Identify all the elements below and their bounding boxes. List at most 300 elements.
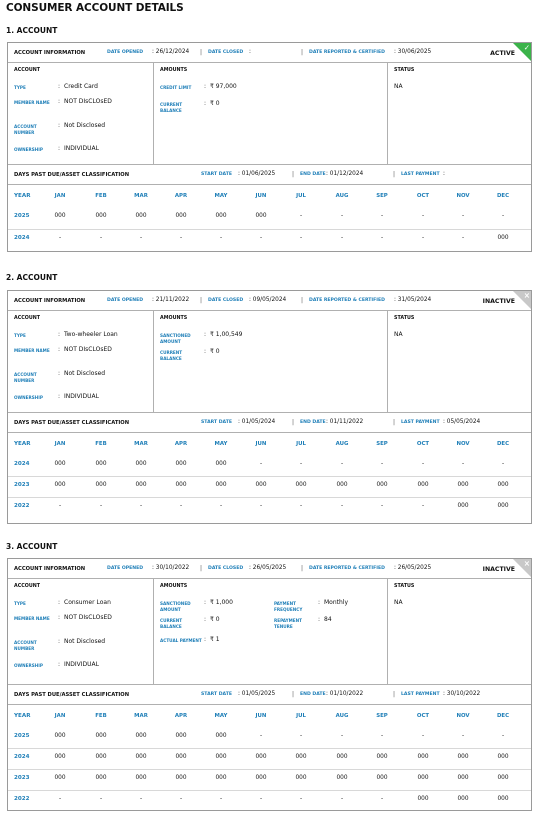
colon: : — [58, 346, 61, 353]
dpd-cell: - — [259, 461, 263, 467]
start-date-value: : 01/06/2025 — [238, 171, 276, 177]
dpd-cell: 000 — [497, 235, 509, 241]
month-header: JUN — [255, 193, 267, 199]
account-information-label: ACCOUNT INFORMATION — [14, 566, 86, 572]
amounts-section-heading: AMOUNTS — [160, 584, 188, 589]
month-header: MAY — [214, 193, 228, 199]
colon: : — [58, 331, 61, 338]
status-value: NA — [394, 331, 403, 338]
status-column — [388, 579, 531, 684]
month-header: JUL — [296, 441, 306, 447]
dpd-header-row — [8, 413, 531, 433]
dpd-cell: 000 — [417, 775, 429, 781]
account-information-label: ACCOUNT INFORMATION — [14, 50, 86, 56]
dpd-cell: 000 — [54, 733, 66, 739]
dpd-cell: - — [501, 213, 505, 219]
dpd-cell: 000 — [295, 775, 307, 781]
month-header: MAR — [134, 713, 148, 719]
dpd-cell: 000 — [215, 213, 227, 219]
ownership-label: OWNERSHIP — [14, 147, 43, 152]
dpd-cell: 000 — [215, 482, 227, 488]
dpd-header-row — [8, 165, 531, 185]
amounts-column — [154, 63, 388, 164]
month-header: AUG — [335, 193, 349, 199]
end-date-label: END DATE — [300, 420, 326, 425]
end-date-value: : 01/11/2022 — [326, 419, 364, 425]
colon: : — [58, 370, 61, 377]
dpd-cell: 000 — [376, 775, 388, 781]
dpd-cell: 000 — [54, 482, 66, 488]
colon: : — [58, 614, 61, 621]
account-number-value: Not Disclosed — [64, 122, 106, 129]
dpd-cell: 000 — [135, 461, 147, 467]
dpd-cell: - — [58, 235, 62, 241]
month-header: MAR — [134, 193, 148, 199]
member-name-value: NOT DIsCLOsED — [64, 98, 112, 105]
repayment-tenure-label: REPAYMENT TENURE — [274, 618, 303, 629]
dpd-cell: 000 — [417, 754, 429, 760]
colon: : — [204, 83, 207, 90]
date-opened-value: : 21/11/2022 — [152, 297, 190, 303]
dpd-cell: - — [179, 235, 183, 241]
account-section-heading: ACCOUNT — [14, 584, 41, 589]
month-header: DEC — [496, 441, 510, 447]
dpd-cell: 000 — [175, 754, 187, 760]
sanctioned-amount-value: ₹ 1,000 — [210, 599, 233, 606]
month-header: DEC — [496, 193, 510, 199]
current-balance-value: ₹ 0 — [210, 100, 220, 107]
start-date-value: : 01/05/2024 — [238, 419, 276, 425]
colon: : — [204, 100, 207, 107]
last-payment-label: LAST PAYMENT — [401, 420, 440, 425]
row-divider — [8, 769, 531, 770]
month-header: JUL — [296, 193, 306, 199]
type-label: TYPE — [14, 601, 26, 606]
dpd-cell: - — [421, 213, 425, 219]
colon: : — [58, 393, 61, 400]
month-header: SEP — [376, 193, 388, 199]
dpd-cell: 000 — [255, 754, 267, 760]
dpd-cell: 000 — [175, 213, 187, 219]
dpd-cell: - — [501, 733, 505, 739]
month-header: JAN — [54, 193, 66, 199]
sanctioned-amount-value: ₹ 1,00,549 — [210, 331, 243, 338]
dpd-cell: - — [139, 503, 143, 509]
ownership-value: INDIVIDUAL — [64, 393, 99, 400]
month-header: NOV — [456, 713, 470, 719]
separator: | — [301, 49, 304, 56]
month-header: JUN — [255, 713, 267, 719]
close-icon: × — [523, 291, 530, 300]
dpd-cell: - — [380, 461, 384, 467]
dpd-cell: - — [461, 213, 465, 219]
account-card — [7, 42, 532, 252]
month-header: OCT — [416, 441, 430, 447]
dpd-cell: - — [380, 235, 384, 241]
amounts-column — [154, 311, 388, 412]
status-section-heading: STATUS — [394, 68, 415, 73]
dpd-cell: 000 — [457, 796, 469, 802]
month-header: YEAR — [14, 441, 31, 447]
month-header: SEP — [376, 713, 388, 719]
month-header: MAY — [214, 713, 228, 719]
dpd-cell: - — [179, 503, 183, 509]
date-opened-label: DATE OPENED — [107, 298, 144, 303]
row-divider — [8, 790, 531, 791]
amounts-section-heading: AMOUNTS — [160, 316, 188, 321]
member-name-label: MEMBER NAME — [14, 100, 50, 105]
credit-limit-label: CREDIT LIMIT — [160, 85, 192, 90]
dpd-cell: - — [461, 733, 465, 739]
member-name-value: NOT DIsCLOsED — [64, 346, 112, 353]
type-value: Consumer Loan — [64, 599, 111, 606]
year-cell: 2024 — [14, 461, 30, 467]
dpd-cell: - — [421, 235, 425, 241]
colon: : — [318, 599, 321, 606]
dpd-cell: - — [421, 461, 425, 467]
type-value: Credit Card — [64, 83, 98, 90]
year-cell: 2022 — [14, 796, 30, 802]
date-reported-label: DATE REPORTED & CERTIFIED — [309, 298, 385, 303]
sanctioned-amount-label: SANCTIONED AMOUNT — [160, 333, 191, 344]
account-details-grid — [8, 579, 531, 685]
account-heading: 2. ACCOUNT — [6, 273, 58, 282]
last-payment-value: : 30/10/2022 — [443, 691, 481, 697]
ownership-value: INDIVIDUAL — [64, 661, 99, 668]
separator: | — [200, 297, 203, 304]
last-payment-label: LAST PAYMENT — [401, 692, 440, 697]
last-payment-value: : 05/05/2024 — [443, 419, 481, 425]
dpd-cell: - — [380, 733, 384, 739]
dpd-cell: 000 — [497, 503, 509, 509]
ownership-value: INDIVIDUAL — [64, 145, 99, 152]
account-section-heading: ACCOUNT — [14, 68, 41, 73]
month-header: APR — [174, 193, 188, 199]
date-opened-value: : 26/12/2024 — [152, 49, 190, 55]
account-heading: 3. ACCOUNT — [6, 542, 58, 551]
date-reported-value: : 31/05/2024 — [394, 297, 432, 303]
separator: | — [393, 171, 396, 178]
dpd-cell: 000 — [417, 796, 429, 802]
date-opened-value: : 30/10/2022 — [152, 565, 190, 571]
colon: : — [58, 98, 61, 105]
dpd-cell: - — [219, 235, 223, 241]
account-number-value: Not Disclosed — [64, 370, 106, 377]
dpd-header-row — [8, 685, 531, 705]
dpd-cell: 000 — [95, 213, 107, 219]
month-header: YEAR — [14, 193, 31, 199]
account-details-grid — [8, 63, 531, 165]
dpd-cell: 000 — [376, 754, 388, 760]
month-header: JAN — [54, 441, 66, 447]
current-balance-value: ₹ 0 — [210, 616, 220, 623]
account-info-row — [8, 291, 531, 311]
status-value: NA — [394, 83, 403, 90]
year-cell: 2025 — [14, 213, 30, 219]
dpd-cell: 000 — [175, 482, 187, 488]
start-date-label: START DATE — [201, 692, 232, 697]
dpd-cell: - — [299, 213, 303, 219]
dpd-cell: - — [179, 796, 183, 802]
dpd-cell: - — [139, 796, 143, 802]
dpd-cell: - — [340, 461, 344, 467]
month-header: MAR — [134, 441, 148, 447]
dpd-cell: 000 — [457, 775, 469, 781]
month-header: FEB — [95, 193, 107, 199]
date-closed-label: DATE CLOSED — [208, 566, 244, 571]
dpd-cell: - — [219, 796, 223, 802]
year-cell: 2024 — [14, 754, 30, 760]
colon: : — [58, 638, 61, 645]
separator: | — [200, 565, 203, 572]
dpd-cell: 000 — [135, 482, 147, 488]
dpd-cell: - — [99, 796, 103, 802]
dpd-cell: 000 — [295, 754, 307, 760]
type-label: TYPE — [14, 333, 26, 338]
account-card — [7, 558, 532, 811]
current-balance-value: ₹ 0 — [210, 348, 220, 355]
colon: : — [204, 616, 207, 623]
close-icon: × — [523, 559, 530, 568]
dpd-cell: 000 — [135, 733, 147, 739]
dpd-cell: 000 — [95, 482, 107, 488]
dpd-cell: - — [259, 235, 263, 241]
dpd-cell: - — [340, 235, 344, 241]
dpd-cell: - — [299, 733, 303, 739]
dpd-cell: 000 — [95, 461, 107, 467]
month-header: OCT — [416, 193, 430, 199]
member-name-label: MEMBER NAME — [14, 348, 50, 353]
dpd-cell: - — [461, 461, 465, 467]
dpd-cell: - — [99, 503, 103, 509]
actual-payment-label: ACTUAL PAYMENT — [160, 638, 202, 643]
month-header: AUG — [335, 441, 349, 447]
date-reported-value: : 26/05/2025 — [394, 565, 432, 571]
year-cell: 2024 — [14, 235, 30, 241]
status-value: NA — [394, 599, 403, 606]
end-date-label: END DATE — [300, 172, 326, 177]
status-section-heading: STATUS — [394, 584, 415, 589]
last-payment-label: LAST PAYMENT — [401, 172, 440, 177]
type-value: Two-wheeler Loan — [64, 331, 118, 338]
year-cell: 2023 — [14, 775, 30, 781]
dpd-cell: 000 — [95, 754, 107, 760]
check-icon: ✓ — [523, 43, 530, 52]
separator: | — [301, 297, 304, 304]
last-payment-value: : — [443, 171, 445, 177]
sanctioned-amount-label: SANCTIONED AMOUNT — [160, 601, 191, 612]
month-header: AUG — [335, 713, 349, 719]
dpd-cell: 000 — [54, 213, 66, 219]
account-column — [8, 579, 154, 684]
end-date-label: END DATE — [300, 692, 326, 697]
month-header: DEC — [496, 713, 510, 719]
dpd-cell: 000 — [336, 482, 348, 488]
dpd-cell: 000 — [135, 213, 147, 219]
month-header: JUL — [296, 713, 306, 719]
separator: | — [393, 419, 396, 426]
dpd-cell: 000 — [417, 482, 429, 488]
month-header: JUN — [255, 441, 267, 447]
dpd-cell: - — [421, 503, 425, 509]
dpd-cell: - — [461, 235, 465, 241]
month-header: SEP — [376, 441, 388, 447]
dpd-cell: 000 — [175, 461, 187, 467]
colon: : — [204, 331, 207, 338]
account-section-heading: ACCOUNT — [14, 316, 41, 321]
account-column — [8, 311, 154, 412]
month-header: MAY — [214, 441, 228, 447]
separator: | — [292, 691, 295, 698]
year-cell: 2023 — [14, 482, 30, 488]
separator: | — [292, 171, 295, 178]
colon: : — [58, 661, 61, 668]
page-title: CONSUMER ACCOUNT DETAILS — [6, 2, 184, 14]
dpd-cell: - — [340, 796, 344, 802]
dpd-cell: 000 — [175, 775, 187, 781]
payment-frequency-label: PAYMENT FREQUENCY — [274, 601, 303, 612]
current-balance-label: CURRENT BALANCE — [160, 618, 183, 629]
colon: : — [58, 145, 61, 152]
account-number-label: ACCOUNT NUMBER — [14, 372, 37, 383]
colon: : — [58, 83, 61, 90]
dpd-cell: - — [380, 213, 384, 219]
dpd-cell: 000 — [95, 733, 107, 739]
dpd-cell: - — [219, 503, 223, 509]
credit-limit-value: ₹ 97,000 — [210, 83, 237, 90]
date-closed-value: : 09/05/2024 — [249, 297, 287, 303]
colon: : — [58, 122, 61, 129]
dpd-cell: - — [139, 235, 143, 241]
dpd-cell: 000 — [215, 461, 227, 467]
month-header: YEAR — [14, 713, 31, 719]
dpd-cell: - — [259, 503, 263, 509]
dpd-cell: 000 — [497, 775, 509, 781]
account-number-label: ACCOUNT NUMBER — [14, 640, 37, 651]
member-name-value: NOT DIsCLOsED — [64, 614, 112, 621]
separator: | — [301, 565, 304, 572]
dpd-cell: 000 — [376, 482, 388, 488]
type-label: TYPE — [14, 85, 26, 90]
account-info-row — [8, 43, 531, 63]
dpd-cell: 000 — [215, 775, 227, 781]
dpd-cell: 000 — [175, 733, 187, 739]
dpd-cell: - — [58, 796, 62, 802]
dpd-cell: 000 — [215, 754, 227, 760]
dpd-cell: - — [299, 235, 303, 241]
date-opened-label: DATE OPENED — [107, 50, 144, 55]
dpd-cell: - — [299, 796, 303, 802]
dpd-cell: 000 — [457, 482, 469, 488]
dpd-label: DAYS PAST DUE/ASSET CLASSIFICATION — [14, 172, 130, 178]
amounts-column — [154, 579, 388, 684]
date-closed-label: DATE CLOSED — [208, 50, 244, 55]
account-status-tag: INACTIVE — [482, 566, 515, 573]
colon: : — [204, 636, 207, 643]
dpd-label: DAYS PAST DUE/ASSET CLASSIFICATION — [14, 420, 130, 426]
dpd-cell: - — [340, 503, 344, 509]
colon: : — [318, 616, 321, 623]
dpd-cell: 000 — [54, 775, 66, 781]
account-details-grid — [8, 311, 531, 413]
dpd-cell: 000 — [497, 482, 509, 488]
account-status-tag: INACTIVE — [482, 298, 515, 305]
month-header: APR — [174, 441, 188, 447]
account-heading: 1. ACCOUNT — [6, 26, 58, 35]
status-column — [388, 63, 531, 164]
dpd-cell: 000 — [255, 482, 267, 488]
colon: : — [204, 348, 207, 355]
dpd-cell: - — [299, 503, 303, 509]
current-balance-label: CURRENT BALANCE — [160, 350, 183, 361]
start-date-value: : 01/05/2025 — [238, 691, 276, 697]
dpd-cell: 000 — [497, 754, 509, 760]
dpd-cell: 000 — [54, 461, 66, 467]
separator: | — [200, 49, 203, 56]
month-header: FEB — [95, 441, 107, 447]
account-number-label: ACCOUNT NUMBER — [14, 124, 37, 135]
status-section-heading: STATUS — [394, 316, 415, 321]
end-date-value: : 01/10/2022 — [326, 691, 364, 697]
dpd-cell: - — [380, 796, 384, 802]
dpd-cell: 000 — [497, 796, 509, 802]
row-divider — [8, 497, 531, 498]
month-header: FEB — [95, 713, 107, 719]
dpd-cell: 000 — [135, 775, 147, 781]
year-cell: 2025 — [14, 733, 30, 739]
start-date-label: START DATE — [201, 420, 232, 425]
dpd-cell: 000 — [135, 754, 147, 760]
status-column — [388, 311, 531, 412]
date-reported-label: DATE REPORTED & CERTIFIED — [309, 566, 385, 571]
dpd-cell: 000 — [255, 213, 267, 219]
date-closed-value: : 26/05/2025 — [249, 565, 287, 571]
dpd-cell: 000 — [457, 754, 469, 760]
actual-payment-value: ₹ 1 — [210, 636, 220, 643]
ownership-label: OWNERSHIP — [14, 663, 43, 668]
account-number-value: Not Disclosed — [64, 638, 106, 645]
payment-frequency-value: Monthly — [324, 599, 349, 606]
date-closed-label: DATE CLOSED — [208, 298, 244, 303]
year-cell: 2022 — [14, 503, 30, 509]
date-opened-label: DATE OPENED — [107, 566, 144, 571]
account-information-label: ACCOUNT INFORMATION — [14, 298, 86, 304]
date-reported-label: DATE REPORTED & CERTIFIED — [309, 50, 385, 55]
dpd-cell: - — [259, 796, 263, 802]
dpd-cell: - — [299, 461, 303, 467]
amounts-section-heading: AMOUNTS — [160, 68, 188, 73]
colon: : — [58, 599, 61, 606]
month-header: APR — [174, 713, 188, 719]
ownership-label: OWNERSHIP — [14, 395, 43, 400]
member-name-label: MEMBER NAME — [14, 616, 50, 621]
dpd-cell: - — [259, 733, 263, 739]
month-header: NOV — [456, 441, 470, 447]
separator: | — [292, 419, 295, 426]
dpd-cell: 000 — [336, 754, 348, 760]
dpd-cell: - — [58, 503, 62, 509]
dpd-cell: 000 — [255, 775, 267, 781]
dpd-cell: - — [99, 235, 103, 241]
end-date-value: : 01/12/2024 — [326, 171, 364, 177]
dpd-label: DAYS PAST DUE/ASSET CLASSIFICATION — [14, 692, 130, 698]
account-column — [8, 63, 154, 164]
dpd-cell: 000 — [215, 733, 227, 739]
dpd-cell: - — [421, 733, 425, 739]
separator: | — [393, 691, 396, 698]
account-info-row — [8, 559, 531, 579]
repayment-tenure-value: 84 — [324, 616, 332, 623]
